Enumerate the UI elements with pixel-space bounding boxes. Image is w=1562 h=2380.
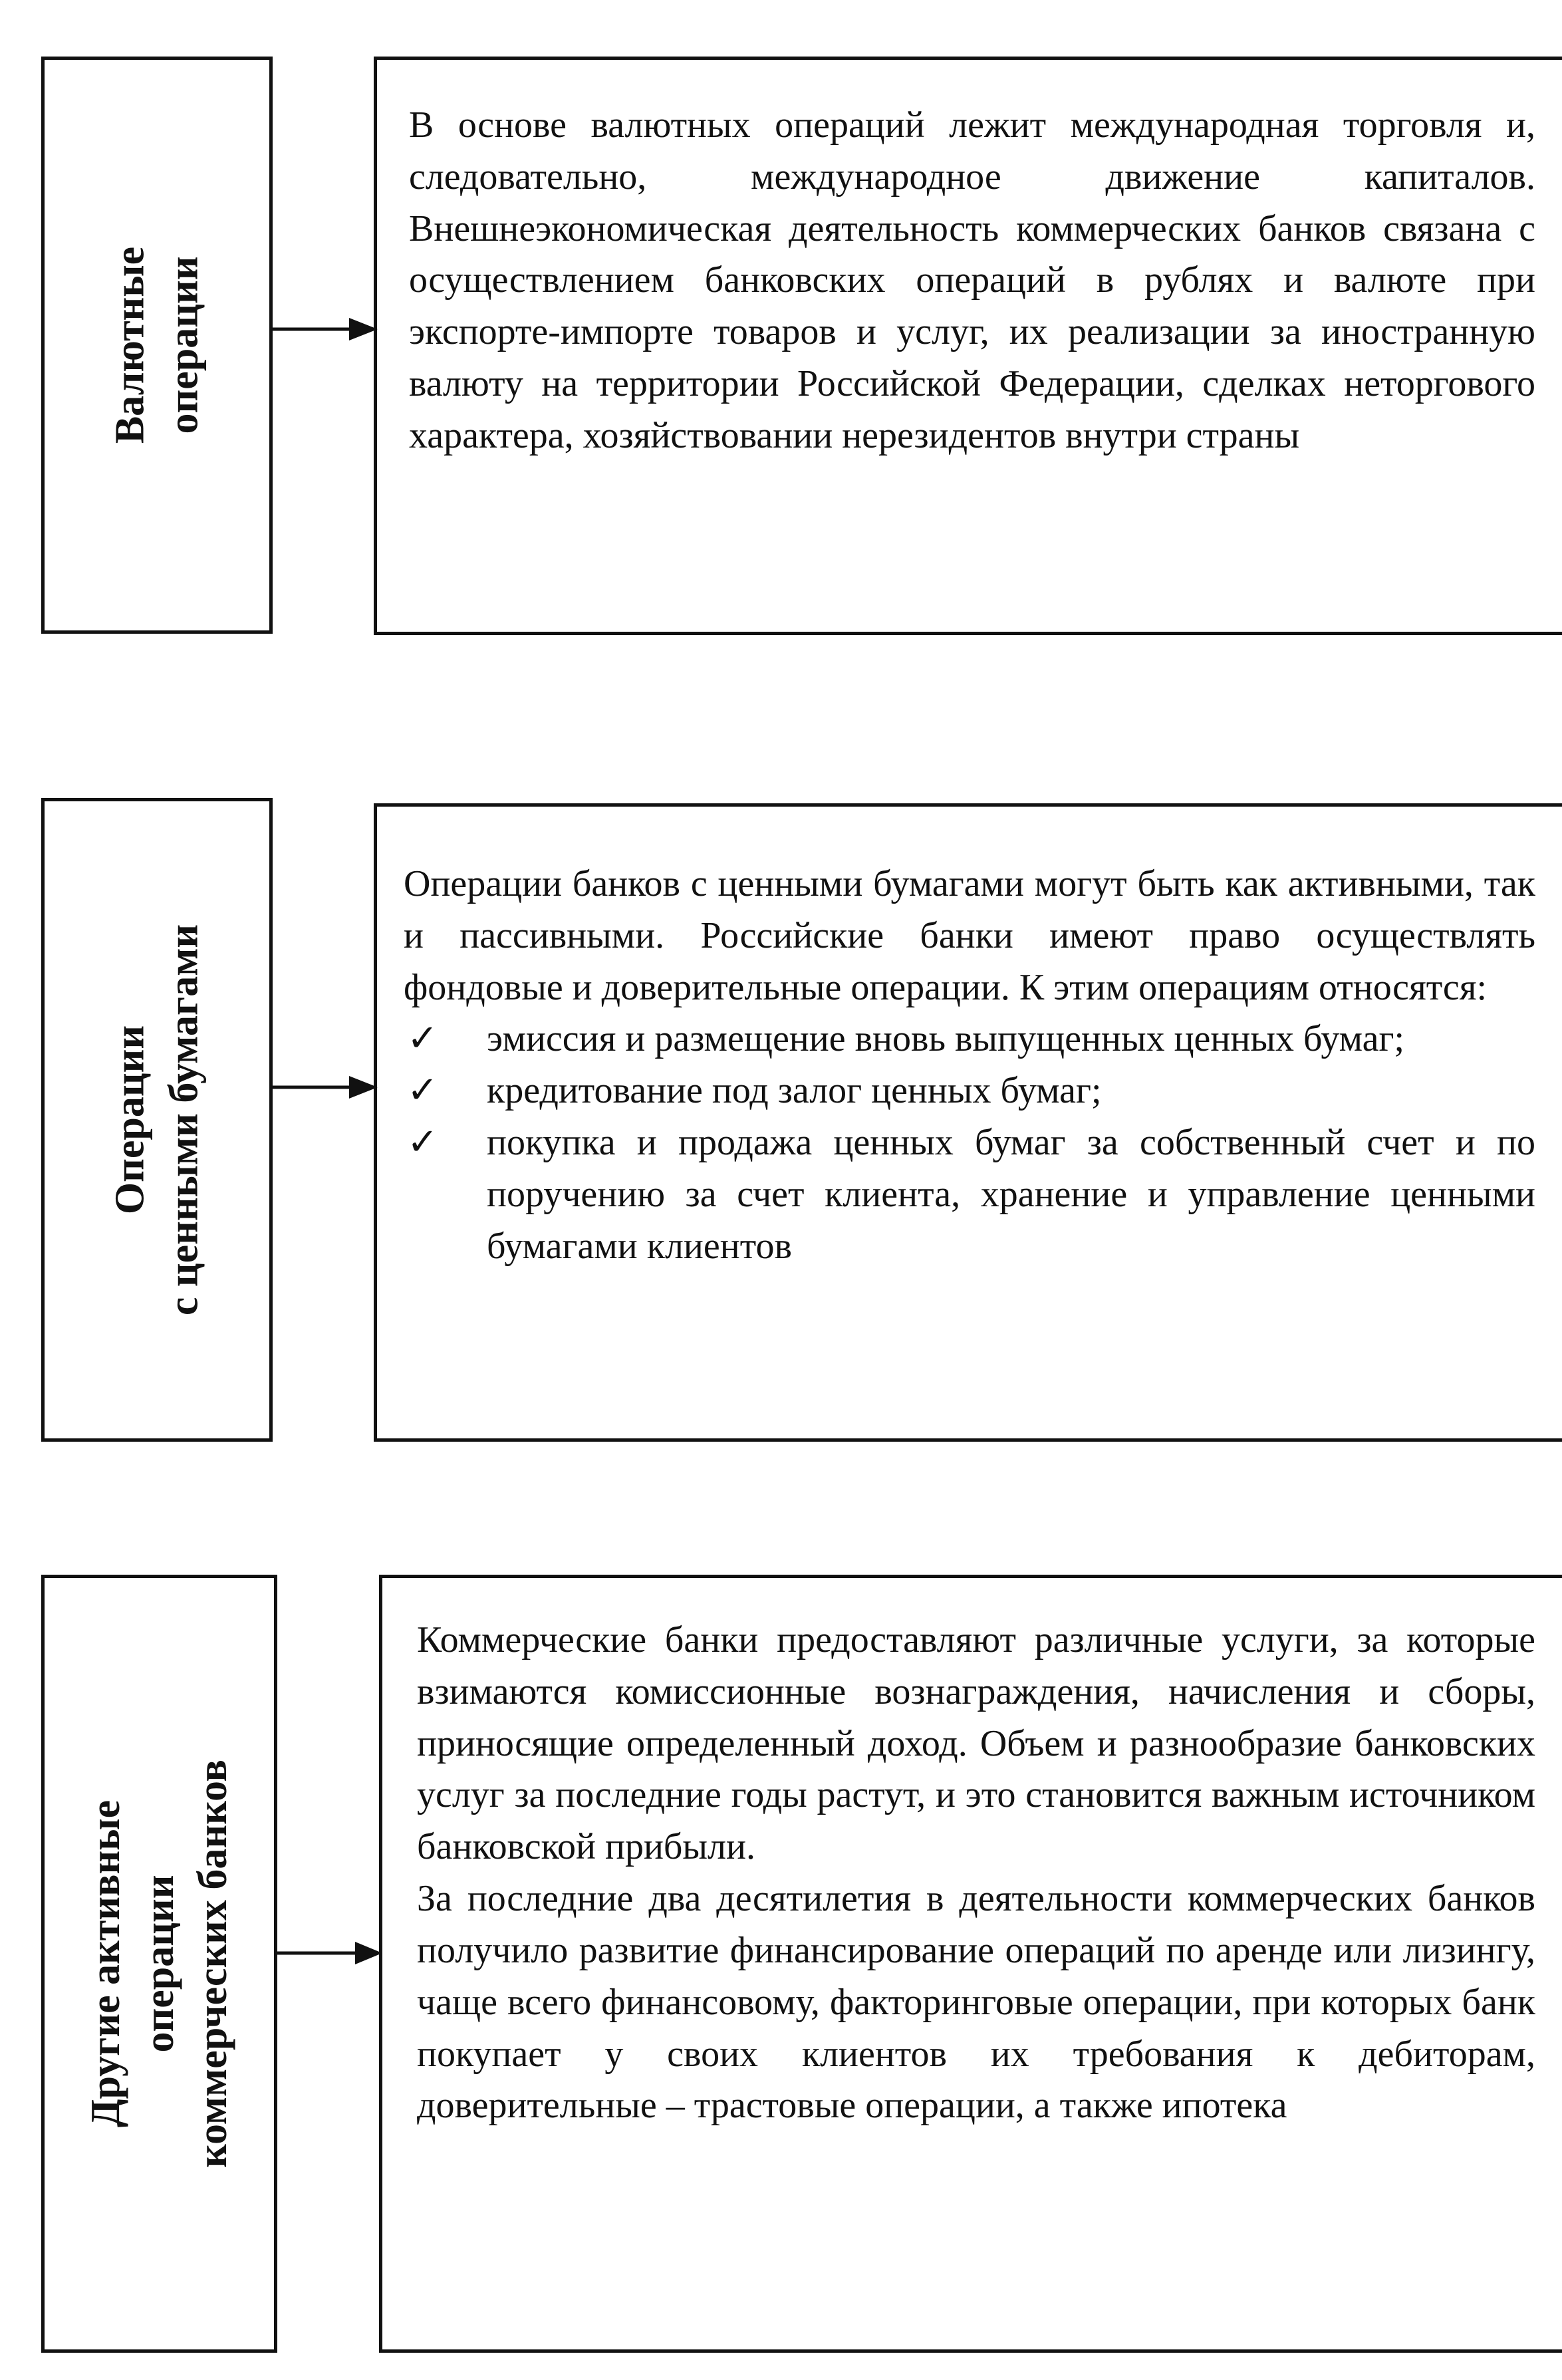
- section-1-arrow: [273, 313, 379, 346]
- checkmark-icon: ✓: [407, 1018, 438, 1060]
- section-2-list-item-3-text: покупка и продажа ценных бумаг за собственный счет и по поручению за счет клиента, хранение и управление ценными бумагами клиентов: [487, 1122, 1535, 1267]
- section-3-label-line-1: Другие активные: [82, 1799, 128, 2128]
- section-3-label-box: [41, 1575, 277, 2353]
- section-1-paragraph-1: В основе валютных операций лежит международная торговля и, следовательно, международное движение капиталов. Внешнеэкономическая деятельность коммерческих банков связана с осуществлением банковских операций в рублях и валюте при экспорте-импорте товаров и услуг, их реализации за иностранную валюту на территории Российской Федерации, сделках неторгового характера, хозяйствовании нерезидентов внутри страны: [409, 104, 1535, 456]
- checkmark-icon: ✓: [407, 1070, 438, 1112]
- section-2-label-line-2: с ценными бумагами: [161, 924, 206, 1316]
- section-2-label: [103, 924, 210, 1315]
- section-3-arrow: [277, 1936, 384, 1970]
- checkmark-icon: ✓: [407, 1122, 438, 1164]
- section-3-paragraph-2: За последние два десятилетия в деятельности коммерческих банков получило развитие финансирование операций по аренде или лизингу, чаще всего финансовому, факторинговые операции, при которых банк покупает у своих клиентов их требования к дебиторам, доверительные – трастовые операции, а также ипотека: [417, 1878, 1535, 2127]
- section-2-list-item-1-text: эмиссия и размещение вновь выпущенных ценных бумаг;: [487, 1018, 1405, 1060]
- section-2-list-item-2-text: кредитование под залог ценных бумаг;: [487, 1070, 1102, 1112]
- section-2-paragraph-1: Операции банков с ценными бумагами могут быть как активными, так и пассивными. Российские банки имеют право осуществлять фондовые и доверительные операции. К этим операциям относятся:: [404, 863, 1535, 1008]
- section-2-arrow: [273, 1071, 379, 1104]
- section-3-label: [79, 1760, 240, 2168]
- section-1-text-box: [374, 57, 1562, 635]
- section-1-label-box: [41, 57, 273, 634]
- section-2-label-line-1: Операции: [107, 1025, 153, 1215]
- section-1-label-line-1: Валютные: [107, 246, 153, 444]
- section-3-label-line-2: операции: [136, 1875, 182, 2053]
- section-2-list-item-2: [404, 1065, 1535, 1117]
- section-3-paragraph-1: Коммерческие банки предоставляют различные услуги, за которые взимаются комиссионные вознаграждения, начисления и сборы, приносящие определенный доход. Объем и разнообразие банковских услуг за последние годы растут, и это становится важным источником банковской прибыли.: [417, 1619, 1535, 1868]
- section-1-label-line-2: операции: [161, 256, 206, 434]
- section-2-text-box: [374, 803, 1562, 1442]
- section-3-text-box: [379, 1575, 1562, 2353]
- section-2-list-item-1: [404, 1013, 1535, 1065]
- section-1-label: [103, 247, 210, 444]
- section-2-checklist: [404, 1013, 1535, 1272]
- section-2-list-item-3: [404, 1117, 1535, 1272]
- section-3-label-line-3: коммерческих банков: [190, 1760, 235, 2168]
- section-2-label-box: [41, 798, 273, 1442]
